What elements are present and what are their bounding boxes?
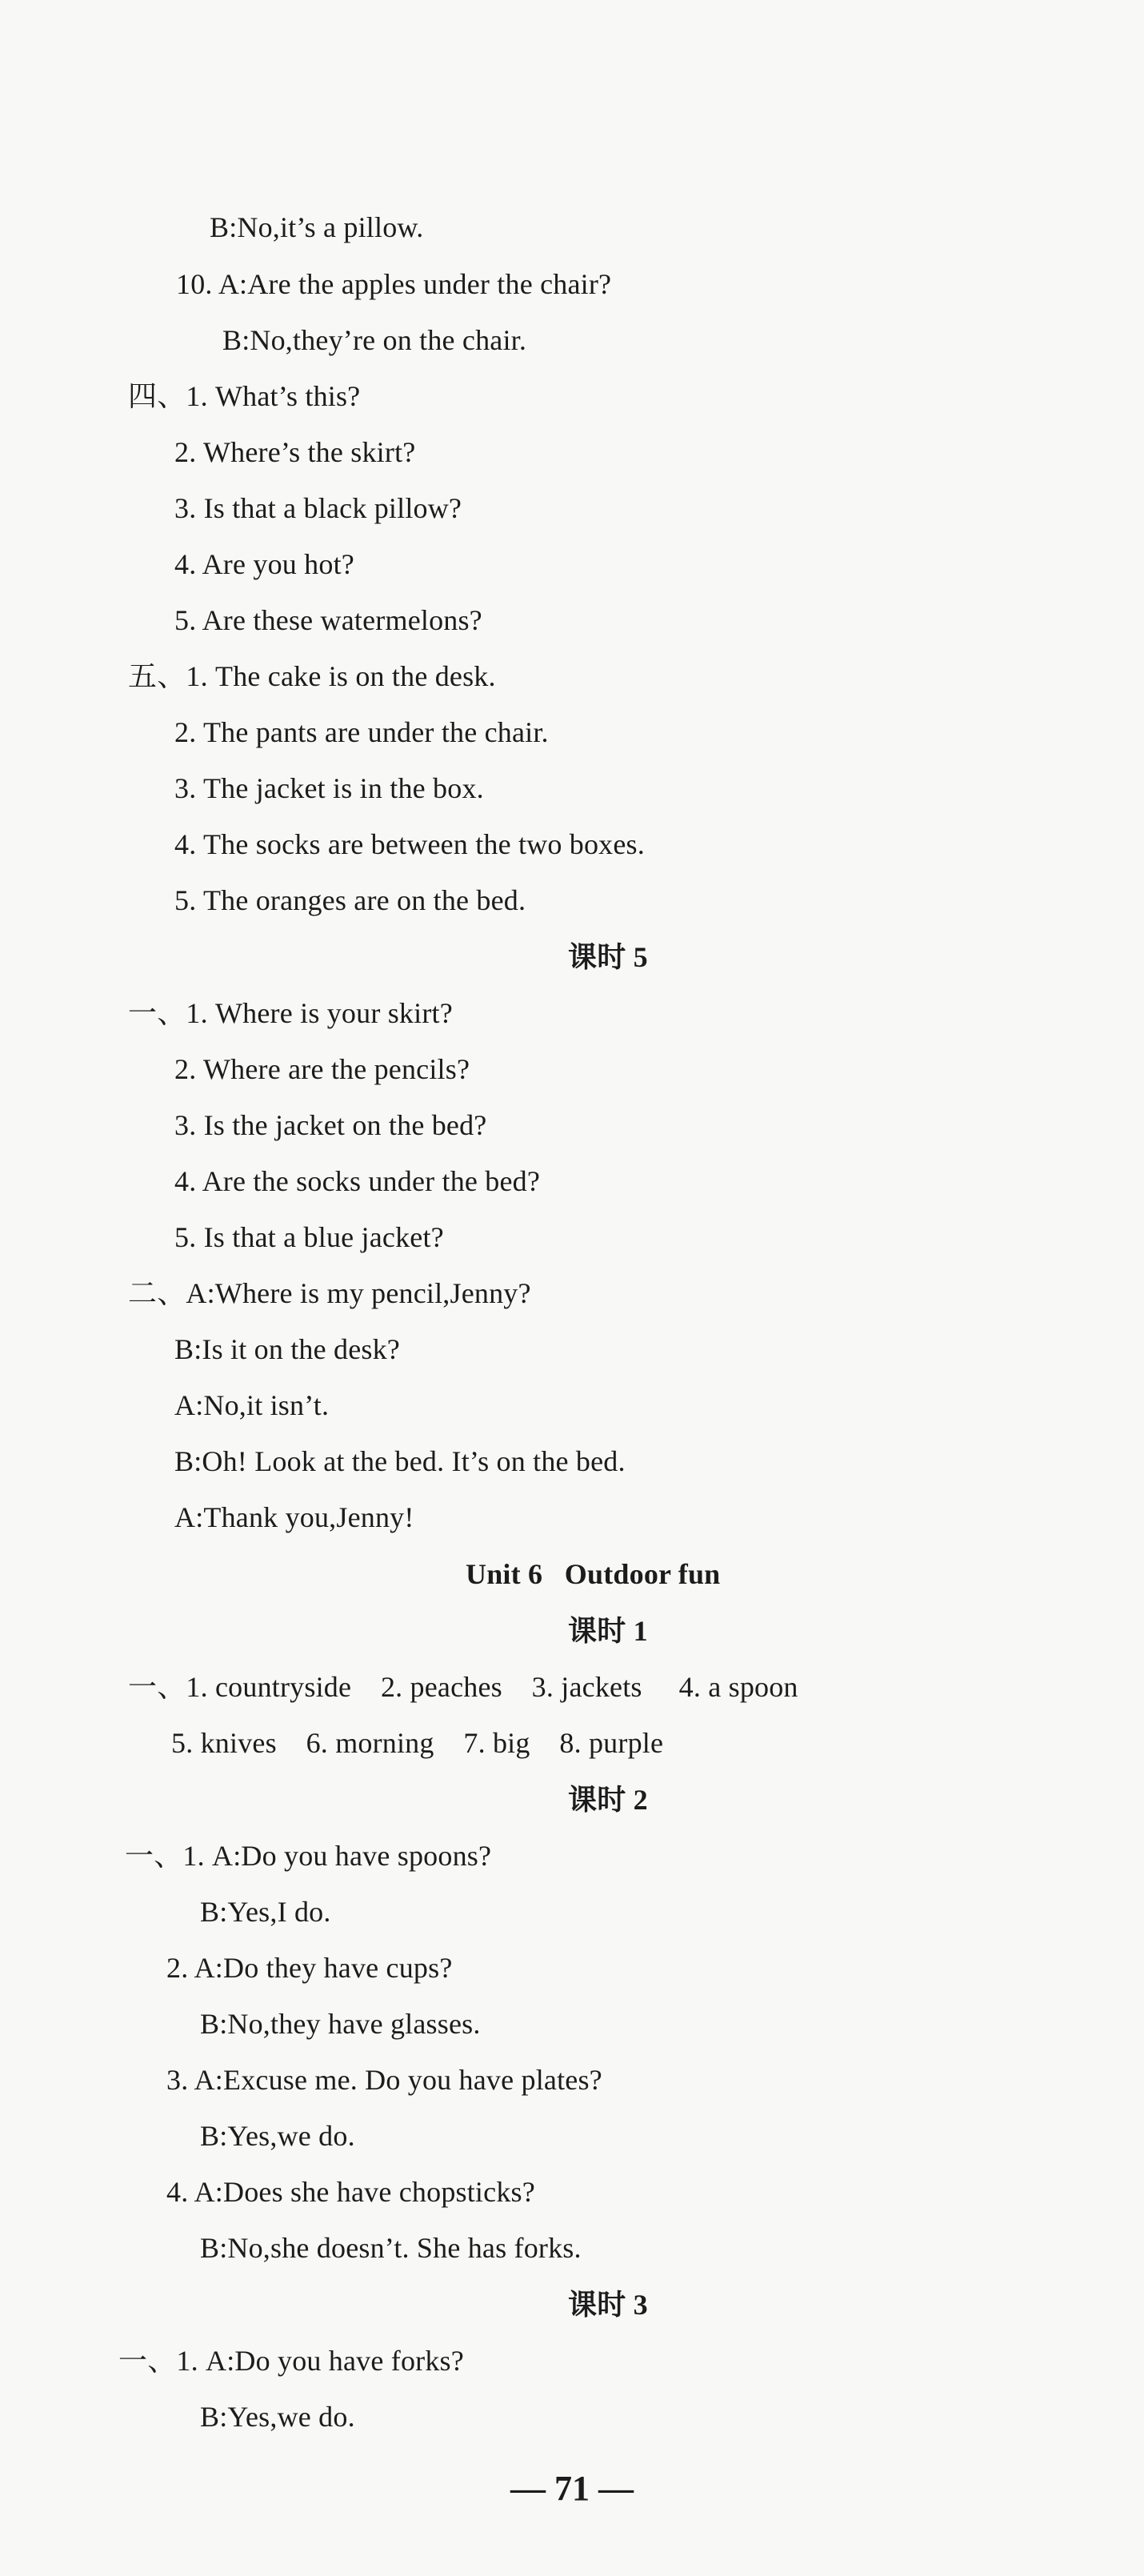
text-line: 一、1. A:Do you have spoons? [125, 1840, 492, 1872]
text-line: B:Oh! Look at the bed. It’s on the bed. [174, 1445, 626, 1477]
text-line: B:No,they have glasses. [200, 2008, 481, 2040]
text-line: B:No,it’s a pillow. [210, 211, 424, 243]
section-heading: 课时 5 [568, 941, 648, 973]
text-line: 3. Is the jacket on the bed? [174, 1109, 487, 1141]
text-line: 3. A:Excuse me. Do you have plates? [166, 2064, 602, 2096]
text-line: B:Yes,we do. [200, 2401, 355, 2433]
text-line: 2. The pants are under the chair. [174, 716, 549, 748]
text-line: A:No,it isn’t. [174, 1389, 330, 1421]
text-line: 一、1. A:Do you have forks? [118, 2345, 464, 2377]
section-heading: 课时 1 [568, 1615, 648, 1647]
text-line: B:No,they’re on the chair. [222, 324, 527, 356]
text-line: B:Yes,we do. [200, 2120, 355, 2152]
text-line: 5. The oranges are on the bed. [174, 884, 526, 916]
text-line: 4. The socks are between the two boxes. [174, 828, 645, 860]
text-line: 2. Where’s the skirt? [174, 436, 416, 468]
section-heading: 课时 2 [568, 1784, 648, 1816]
text-line: 一、1. countryside 2. peaches 3. jackets 4. a spoon [128, 1671, 798, 1703]
text-line: 3. The jacket is in the box. [174, 772, 484, 804]
text-line: B:No,she doesn’t. She has forks. [200, 2232, 582, 2264]
text-line: 二、A:Where is my pencil,Jenny? [128, 1277, 531, 1309]
text-line: 3. Is that a black pillow? [174, 492, 462, 524]
unit-heading: Unit 6 Outdoor fun [466, 1558, 721, 1590]
text-line: 2. A:Do they have cups? [166, 1952, 453, 1984]
page-number: — 71 — [510, 2469, 634, 2508]
text-line: 四、1. What’s this? [128, 380, 361, 412]
text-line: 五、1. The cake is on the desk. [128, 660, 496, 692]
text-line: 5. Are these watermelons? [174, 604, 482, 636]
text-line: 2. Where are the pencils? [174, 1053, 470, 1085]
text-line: 4. Are you hot? [174, 548, 354, 580]
section-heading: 课时 3 [568, 2289, 648, 2321]
text-line: 一、1. Where is your skirt? [128, 997, 453, 1029]
text-line: B:Is it on the desk? [174, 1333, 400, 1365]
text-line: 5. Is that a blue jacket? [174, 1221, 444, 1253]
text-line: 4. Are the socks under the bed? [174, 1165, 541, 1197]
text-line: A:Thank you,Jenny! [174, 1501, 414, 1533]
text-line: 10. A:Are the apples under the chair? [176, 268, 612, 300]
text-line: 4. A:Does she have chopsticks? [166, 2176, 535, 2208]
text-line: 5. knives 6. morning 7. big 8. purple [171, 1727, 664, 1759]
text-line: B:Yes,I do. [200, 1896, 331, 1928]
